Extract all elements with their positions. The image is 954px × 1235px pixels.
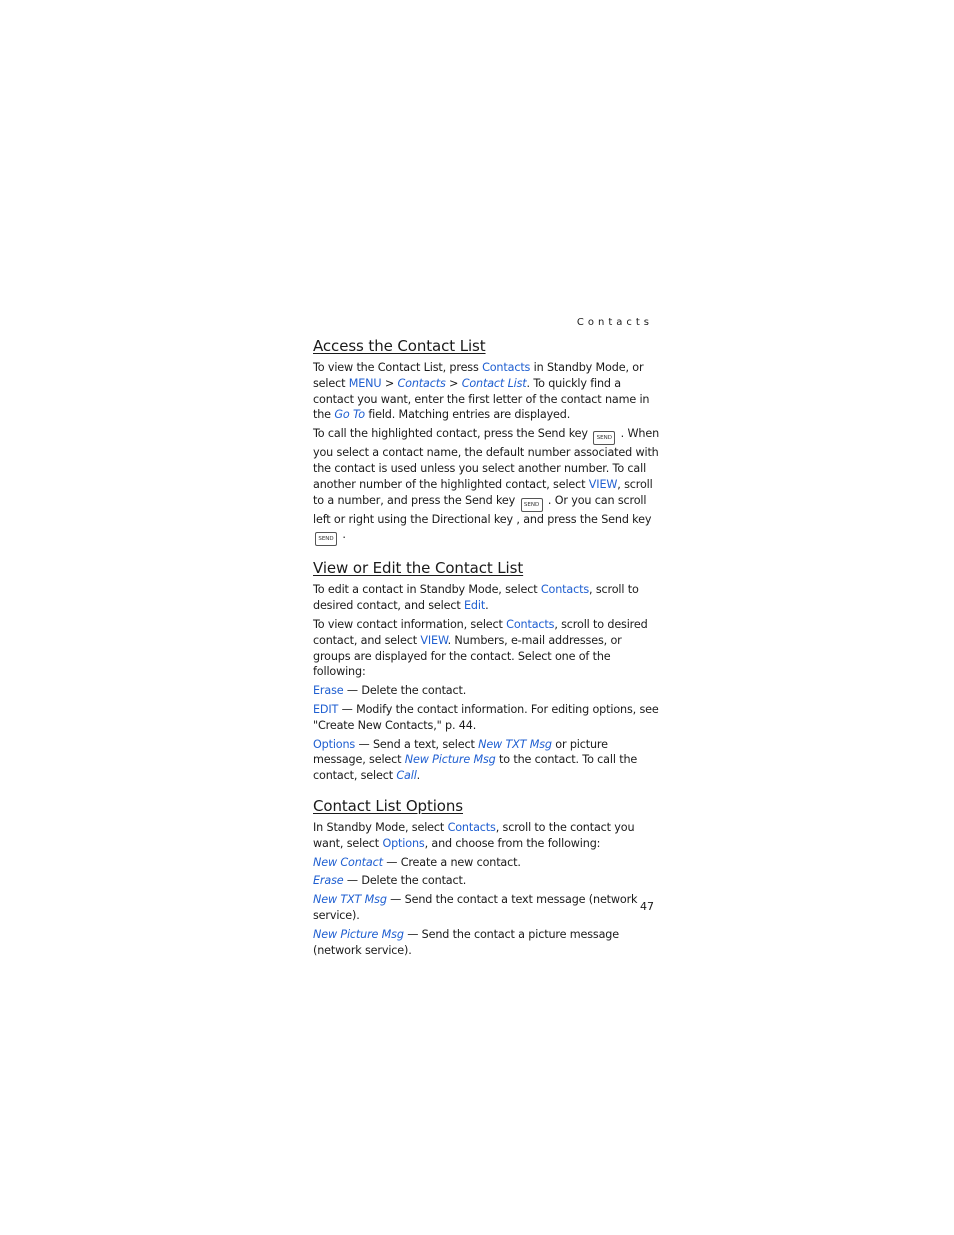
link-options[interactable]: Options (382, 836, 425, 850)
option-new-picture-msg: New Picture Msg — Send the contact a picture message (network service). (313, 927, 619, 957)
page-number: 47 (640, 900, 654, 913)
link-new-picture-msg[interactable]: New Picture Msg (404, 753, 496, 767)
link-contacts[interactable]: Contacts (482, 361, 531, 374)
section-title-view-edit: View or Edit the Contact List (313, 559, 524, 578)
link-new-contact[interactable]: New Contact (313, 855, 383, 869)
link-menu[interactable]: MENU (348, 376, 382, 390)
link-options[interactable]: Options (313, 737, 356, 751)
send-key-icon: SEND (315, 532, 337, 546)
link-new-txt-msg[interactable]: New TXT Msg (313, 893, 387, 907)
option-erase: Erase — Delete the contact. (313, 684, 467, 698)
option-new-contact: New Contact — Create a new contact. (313, 855, 521, 869)
link-contacts-menu[interactable]: Contacts (397, 376, 446, 390)
paragraph-access-1: To view the Contact List, press Contacts in Standby Mode, or select MENU > Contacts > Contact List. To quickly find a contact you want, enter the first letter of the contact name in the Go To field. Matching entries are displayed. (313, 361, 650, 422)
link-new-picture-msg[interactable]: New Picture Msg (313, 927, 404, 941)
link-contacts[interactable]: Contacts (506, 617, 555, 631)
link-new-txt-msg[interactable]: New TXT Msg (478, 737, 552, 751)
send-key-icon: SEND (521, 498, 543, 512)
section-title-options: Contact List Options (313, 796, 463, 815)
paragraph-view-contact: To view contact information, select Contacts, scroll to desired contact, and select VIEW. Numbers, e-mail addresses, or groups are displayed for the contact. Select one of the following: (313, 617, 648, 679)
link-go-to[interactable]: Go To (334, 408, 365, 422)
option-erase-contact: Erase — Delete the contact. (313, 874, 467, 888)
link-edit[interactable]: Edit (464, 599, 486, 613)
paragraph-edit-contact: To edit a contact in Standby Mode, select Contacts, scroll to desired contact, and select Edit. (313, 583, 639, 613)
link-erase[interactable]: Erase (313, 684, 344, 698)
link-view[interactable]: VIEW (588, 477, 618, 491)
link-edit-caps[interactable]: EDIT (313, 702, 339, 716)
link-contacts[interactable]: Contacts (447, 820, 496, 834)
send-key-icon: SEND (593, 431, 615, 445)
link-call[interactable]: Call (396, 769, 417, 783)
option-options: Options — Send a text, select New TXT Msg or picture message, select New Picture Msg to the contact. To call the contact, select Call. (313, 737, 638, 783)
running-head: Contacts (576, 317, 653, 328)
link-contacts[interactable]: Contacts (540, 583, 590, 597)
link-view[interactable]: VIEW (420, 633, 448, 647)
link-erase[interactable]: Erase (313, 874, 344, 888)
paragraph-access-2: To call the highlighted contact, press the Send key SEND . When you select a contact name, the default number associated with the contact is used unless you select another number. To call another number of the highlighted contact, select VIEW, scroll to a number, and press the Send key SEND . Or you can scroll left or right using the Directional key , and press the Send key SEND . (313, 426, 661, 546)
option-edit: EDIT — Modify the contact information. For editing options, see "Create New Contacts," p. 44. (313, 702, 659, 732)
section-title-access: Access the Contact List (313, 337, 486, 355)
option-new-txt-msg: New TXT Msg — Send the contact a text message (network service). (313, 893, 638, 922)
main-column (313, 336, 661, 961)
link-contact-list[interactable]: Contact List (461, 376, 527, 390)
paragraph-options-intro: In Standby Mode, select Contacts, scroll to the contact you want, select Options, and choose from the following: (313, 820, 635, 850)
